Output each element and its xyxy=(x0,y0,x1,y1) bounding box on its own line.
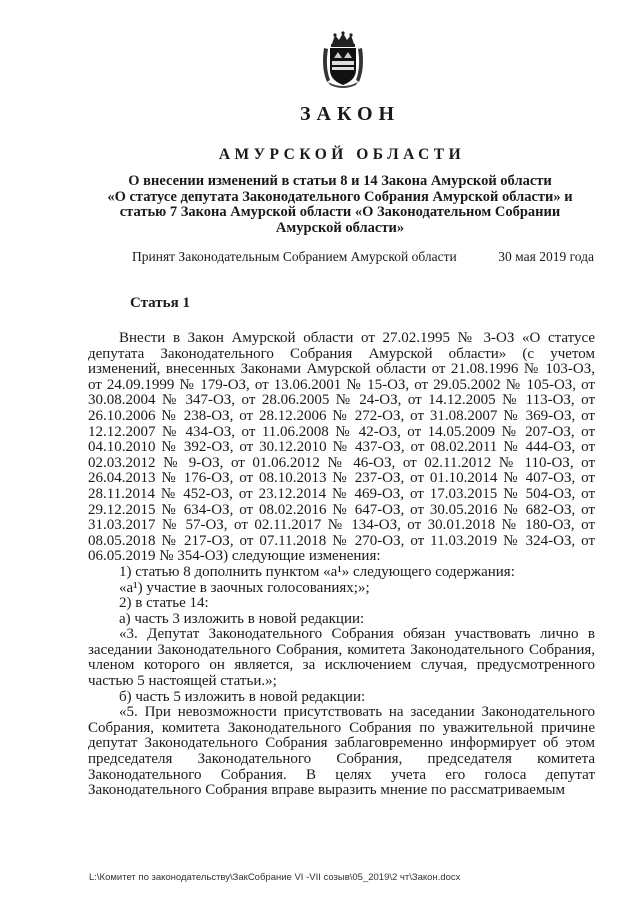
subject-line: О внесении изменений в статьи 8 и 14 Закона Амурской области xyxy=(128,173,552,189)
article-body xyxy=(88,331,595,799)
body-paragraph: «3. Депутат Законодательного Собрания обязан участвовать лично в заседании Законодательного Собрания, комитета Законодательного Собрания, членом которого он является, за исключением случая, предусмотренного частью 5 настоящей статьи.»; xyxy=(88,626,595,690)
body-paragraph: «а¹) участие в заочных голосованиях;»; xyxy=(119,579,370,596)
adopted-by: Принят Законодательным Собранием Амурской области xyxy=(132,249,457,264)
subject-line: «О статусе депутата Законодательного Собрания Амурской области» и xyxy=(107,188,573,205)
file-path-footer: L:\Комитет по законодательству\ЗакСобрание VI -VII созыв\05_2019\2 чт\Закон.docx xyxy=(89,872,461,883)
body-paragraph: б) часть 5 изложить в новой редакции: xyxy=(119,688,366,705)
amur-coat-of-arms-icon xyxy=(318,30,368,88)
body-paragraph: 2) в статье 14: xyxy=(119,595,209,612)
body-paragraph: 1) статью 8 дополнить пунктом «а¹» следующего содержания: xyxy=(119,563,515,580)
subject-line: Амурской области» xyxy=(275,219,405,236)
law-subject xyxy=(80,174,600,236)
subject-line: статью 7 Закона Амурской области «О Законодательном Собрании xyxy=(119,204,561,220)
region-name: АМУРСКОЙ ОБЛАСТИ xyxy=(218,146,466,163)
document-title: ЗАКОН xyxy=(299,103,401,125)
body-paragraph: «5. При невозможности присутствовать на заседании Законодательного Собрания, комитета Законодательного Собрания по уважительной причине депутат Законодательного Собрания заблаговременно информирует об этом председателя Законодательного Собрания, председателя комитета Законодательного Собрания. В целях учета его голоса депутат Законодательного Собрания вправе выразить мнение по рассматриваемым xyxy=(88,704,595,799)
adoption-line xyxy=(132,249,594,265)
coat-of-arms-emblem xyxy=(318,30,368,88)
body-paragraph: Внести в Закон Амурской области от 27.02.1995 № 3-ОЗ «О статусе депутата Законодательного Собрания Амурской области» (с учетом изменений, внесенных Законами Амурской области от 21.08.1996 № 103-ОЗ, от 24.09.1999 № 179-ОЗ, от 13.06.2001 № 15-ОЗ, от 29.05.2002 № 105-ОЗ, от 30.08.2004 № 347-ОЗ, от 28.06.2005 № 24-ОЗ, от 14.12.2005 № 113-ОЗ, от 26.10.2006 № 238-ОЗ, от 28.12.2006 № 272-ОЗ, от 31.08.2007 № 369-ОЗ, от 12.12.2007 № 434-ОЗ, от 11.06.2008 № 42-ОЗ, от 14.05.2009 № 207-ОЗ, от 04.10.2010 № 392-ОЗ, от 30.12.2010 № 437-ОЗ, от 08.02.2011 № 444-ОЗ, от 02.03.2012 № 9-ОЗ, от 01.06.2012 № 46-ОЗ, от 02.11.2012 № 110-ОЗ, от 26.04.2013 № 176-ОЗ, от 08.10.2013 № 237-ОЗ, от 01.10.2014 № 407-ОЗ, от 28.11.2014 № 452-ОЗ, от 23.12.2014 № 469-ОЗ, от 17.03.2015 № 504-ОЗ, от 29.12.2015 № 634-ОЗ, от 08.02.2016 № 647-ОЗ, от 30.05.2016 № 682-ОЗ, от 31.03.2017 № 57-ОЗ, от 02.11.2017 № 134-ОЗ, от 30.01.2018 № 180-ОЗ, от 08.05.2018 № 217-ОЗ, от 07.11.2018 № 270-ОЗ, от 11.03.2019 № 324-ОЗ, от 06.05.2019 № 354-ОЗ) следующие изменения: xyxy=(88,330,595,565)
article-heading: Статья 1 xyxy=(130,295,190,311)
body-paragraph: а) часть 3 изложить в новой редакции: xyxy=(119,610,365,627)
adopted-date: 30 мая 2019 года xyxy=(498,249,594,264)
